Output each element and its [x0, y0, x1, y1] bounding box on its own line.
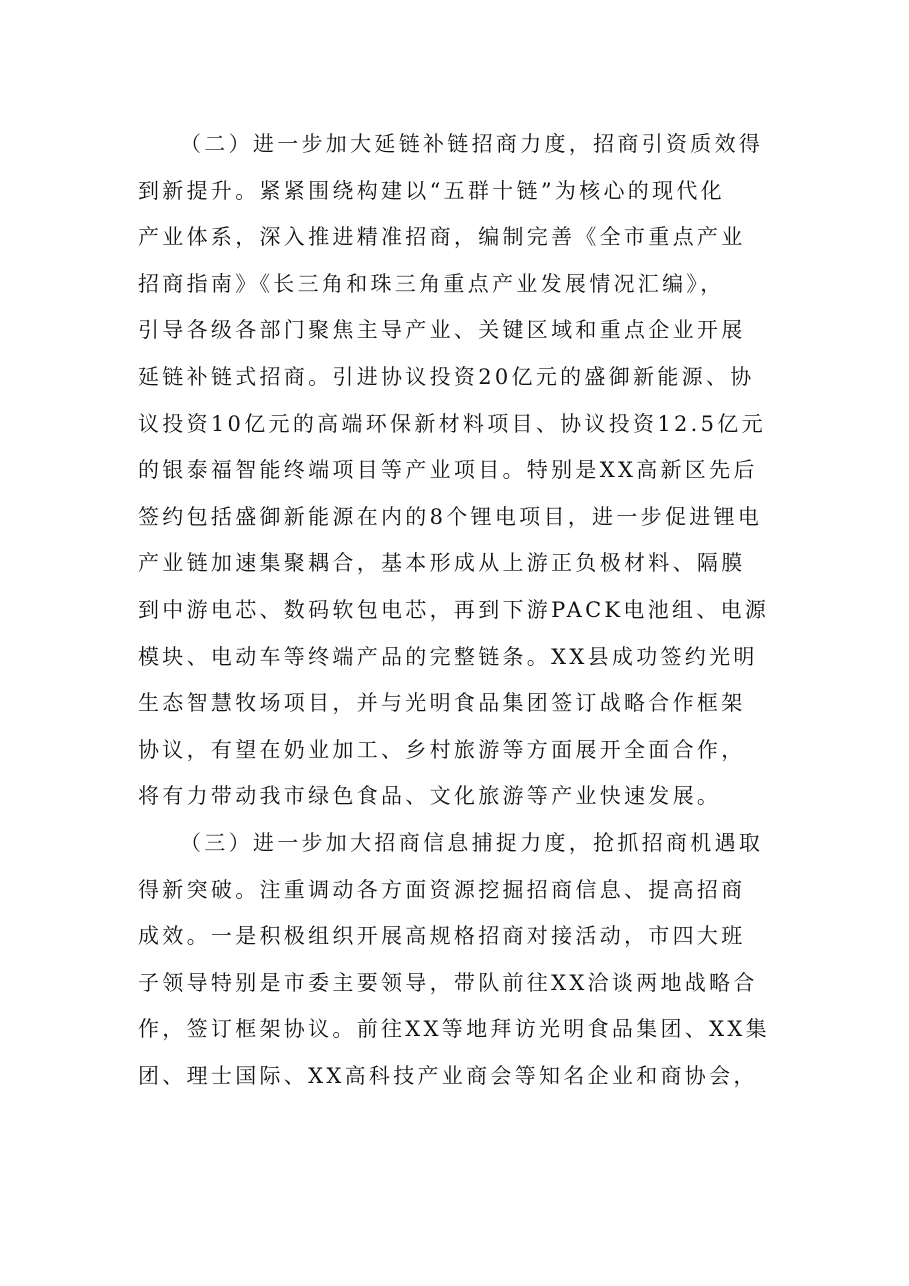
paragraph-line: 作，签订框架协议。前往XX等地拜访光明食品集团、XX集	[138, 1017, 770, 1042]
paragraph-line: 到新提升。紧紧围绕构建以“五群十链”为核心的现代化	[138, 178, 725, 203]
paragraph-line: 生态智慧牧场项目，并与光明食品集团签订战略合作框架	[138, 691, 746, 716]
paragraph-line: 成效。一是积极组织开展高规格招商对接活动，市四大班	[138, 924, 746, 949]
paragraph-line: （二）进一步加大延链补链招商力度，招商引资质效得	[180, 132, 764, 156]
paragraph-line: 的银泰福智能终端项目等产业项目。特别是XX高新区先后	[138, 458, 758, 483]
paragraph-line: （三）进一步加大招商信息捕捉力度，抢抓招商机遇取	[180, 831, 764, 855]
paragraph-line: 子领导特别是市委主要领导，带队前往XX洽谈两地战略合	[138, 970, 758, 995]
paragraph-2	[138, 121, 778, 820]
paragraph-line: 议投资10亿元的高端环保新材料项目、协议投资12.5亿元	[138, 411, 766, 436]
paragraph-line: 招商指南》《长三角和珠三角重点产业发展情况汇编》，	[138, 271, 725, 296]
paragraph-line: 延链补链式招商。引进协议投资20亿元的盛御新能源、协	[138, 364, 755, 389]
paragraph-line: 产业体系，深入推进精准招商，编制完善《全市重点产业	[138, 225, 746, 250]
paragraph-line: 得新突破。注重调动各方面资源挖掘招商信息、提高招商	[138, 877, 746, 902]
paragraph-line: 协议，有望在奶业加工、乡村旅游等方面展开全面合作，	[138, 737, 746, 762]
paragraph-line: 引导各级各部门聚焦主导产业、关键区域和重点企业开展	[138, 318, 746, 343]
paragraph-line: 产业链加速集聚耦合，基本形成从上游正负极材料、隔膜	[138, 551, 746, 576]
paragraph-line: 团、理士国际、XX高科技产业商会等知名企业和商协会，	[138, 1063, 758, 1088]
paragraph-line: 到中游电芯、数码软包电芯，再到下游PACK电池组、电源	[138, 597, 770, 622]
paragraph-line: 模块、电动车等终端产品的完整链条。XX县成功签约光明	[138, 644, 758, 669]
paragraph-line: 签约包括盛御新能源在内的8个锂电项目，进一步促进锂电	[138, 504, 763, 529]
paragraph-3	[138, 820, 778, 1100]
paragraph-line: 将有力带动我市绿色食品、文化旅游等产业快速发展。	[138, 784, 722, 809]
